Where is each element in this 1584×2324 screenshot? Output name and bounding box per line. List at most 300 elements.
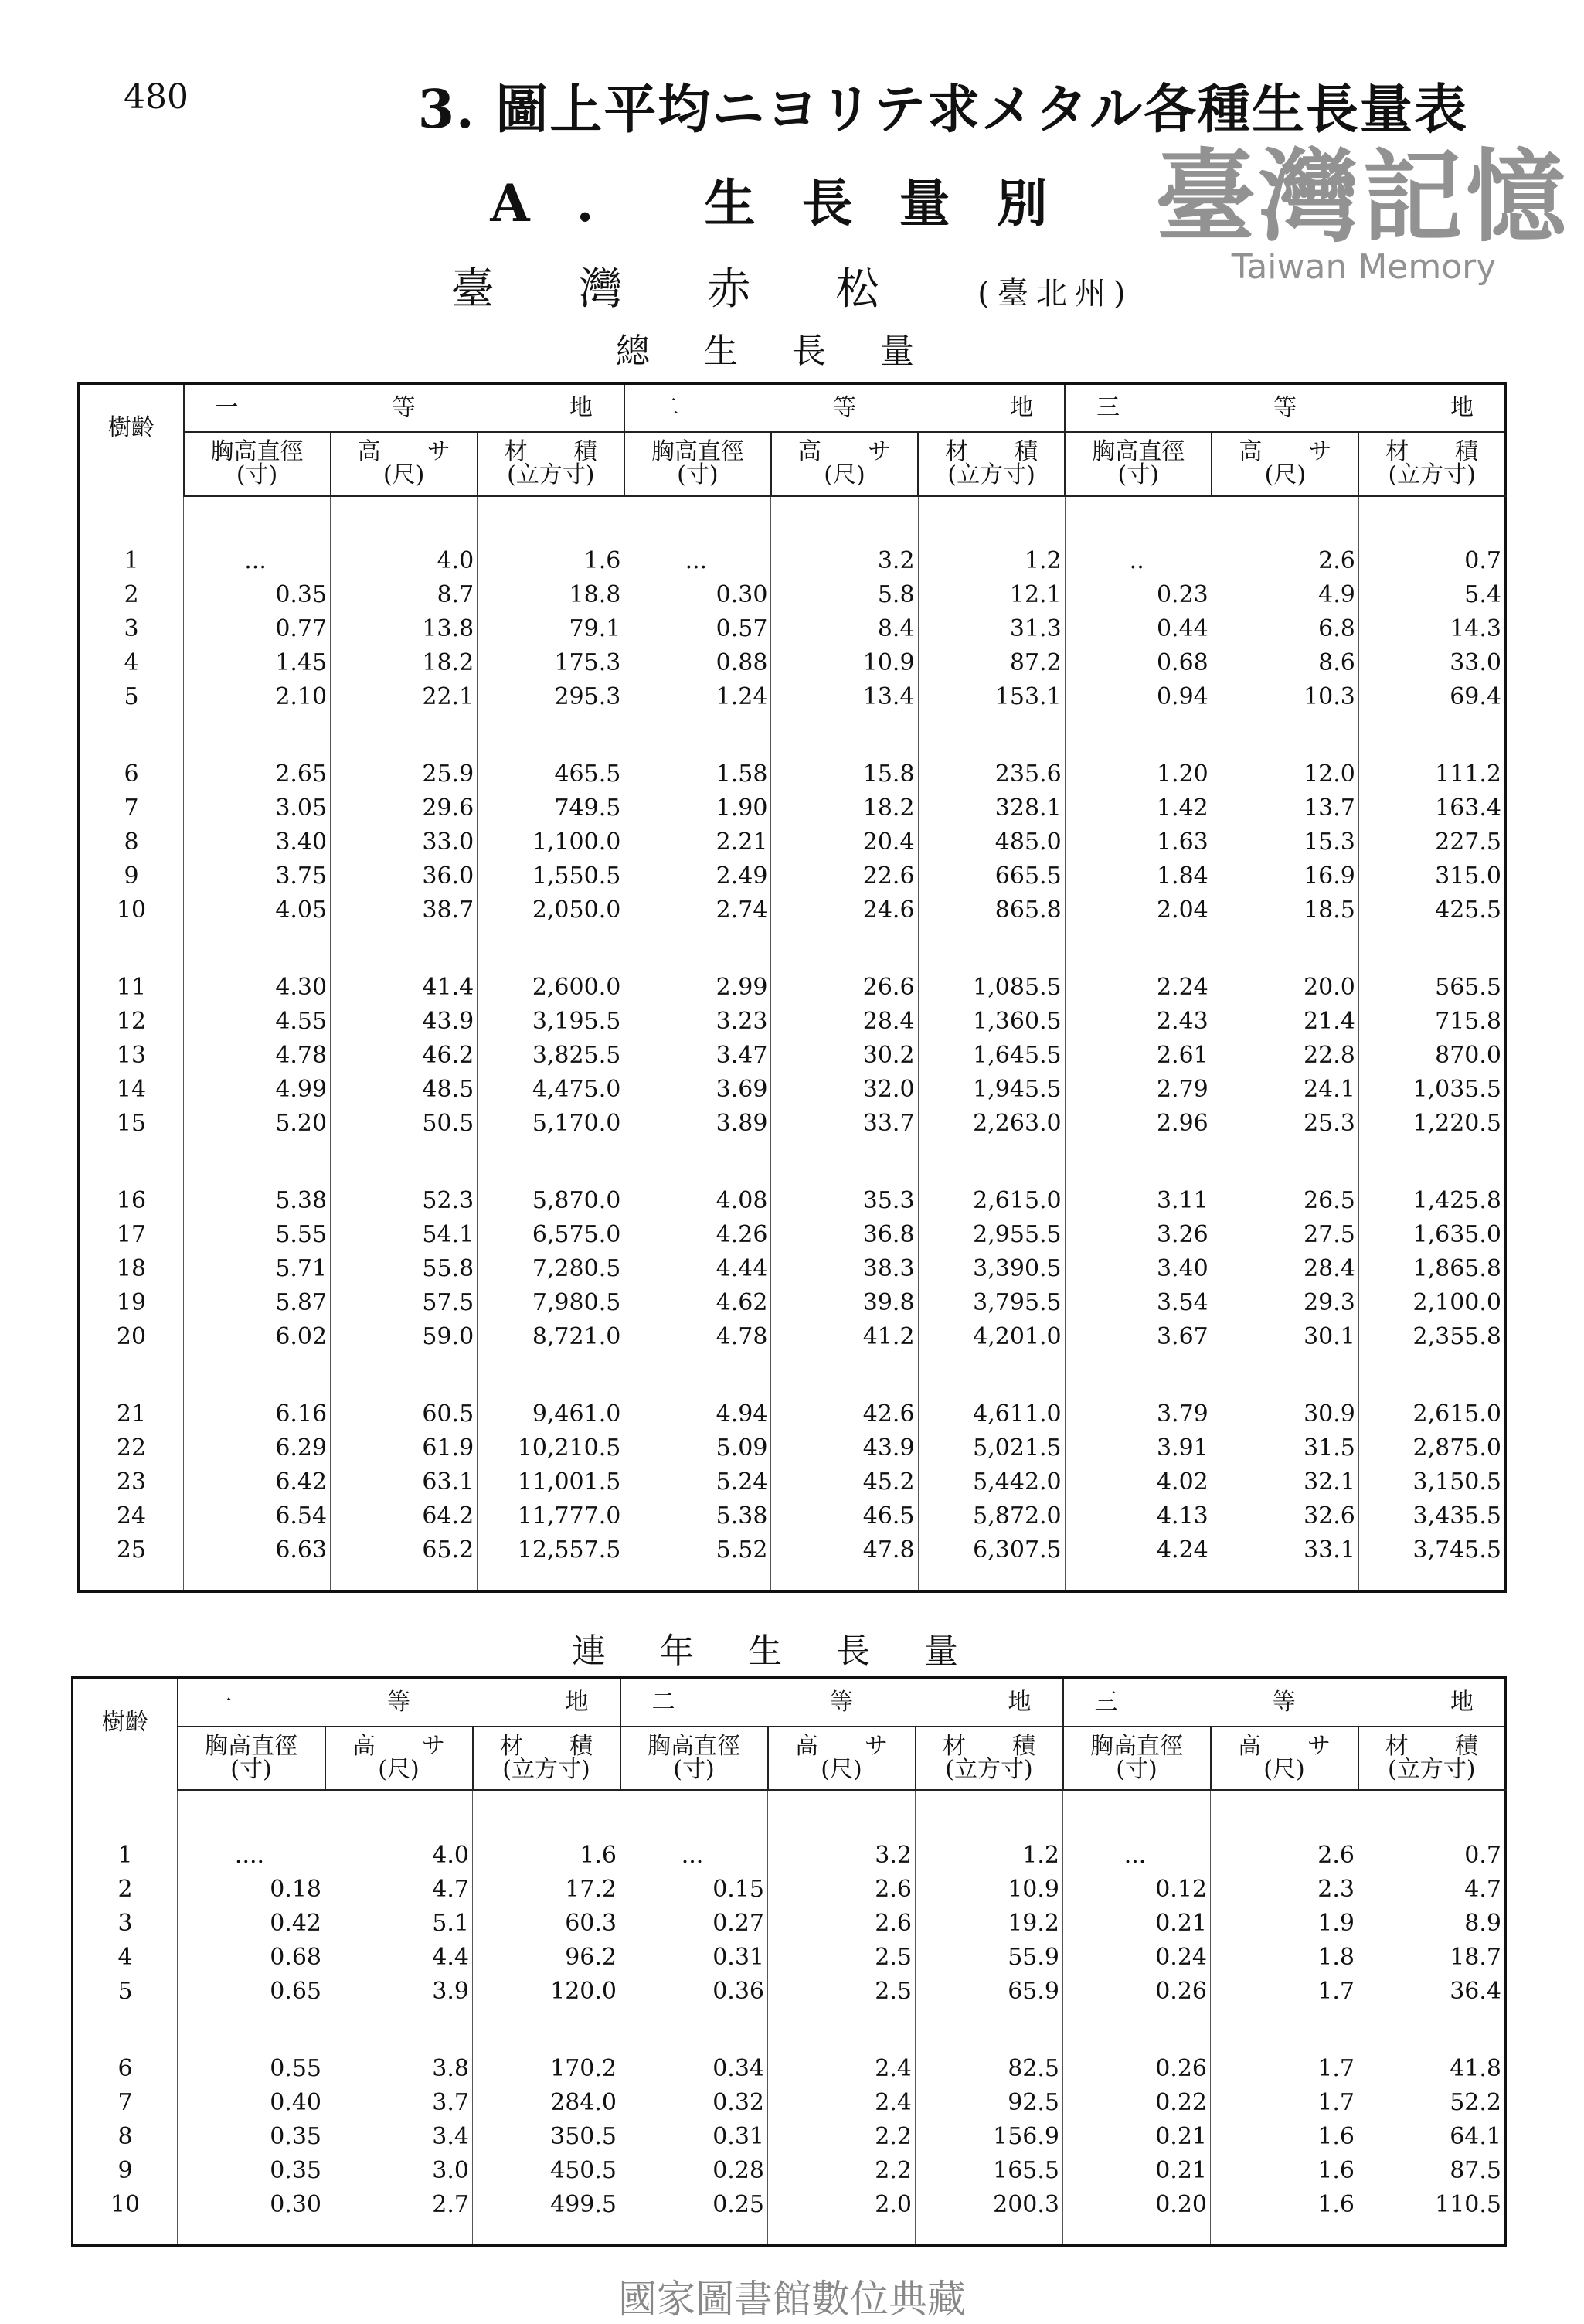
grade-header-char: 地 bbox=[1008, 1689, 1032, 1716]
value-cell: 41.4 bbox=[331, 970, 478, 1004]
value-cell: 499.5 bbox=[473, 2187, 620, 2221]
value-cell: 715.8 bbox=[1358, 1004, 1505, 1038]
value-cell: 13.7 bbox=[1212, 791, 1358, 825]
value-cell: 63.1 bbox=[331, 1465, 478, 1499]
value-cell: 5.55 bbox=[184, 1217, 331, 1251]
value-cell: 5.38 bbox=[624, 1499, 771, 1533]
value-cell: 1,645.5 bbox=[918, 1038, 1065, 1072]
value-cell: 60.3 bbox=[473, 1906, 620, 1940]
value-cell: 4,475.0 bbox=[478, 1072, 624, 1106]
value-cell: 41.2 bbox=[771, 1319, 918, 1353]
value-cell: 59.0 bbox=[331, 1319, 478, 1353]
value-cell: 3.69 bbox=[624, 1072, 771, 1106]
value-cell: 153.1 bbox=[918, 679, 1065, 713]
table-row bbox=[79, 1004, 1506, 1038]
value-cell: 4,201.0 bbox=[918, 1319, 1065, 1353]
age-cell: 1 bbox=[124, 546, 139, 574]
column-header-label: 高 サ bbox=[352, 1733, 445, 1760]
column-header-label: 胸高直徑 bbox=[1090, 1733, 1183, 1760]
value-cell: 16.9 bbox=[1212, 859, 1358, 893]
column-header bbox=[916, 1727, 1063, 1791]
value-cell: 25.3 bbox=[1212, 1106, 1358, 1140]
age-cell: 17 bbox=[116, 1220, 147, 1248]
value-cell: 48.5 bbox=[331, 1072, 478, 1106]
table-row bbox=[73, 1906, 1506, 1940]
value-cell: 21.4 bbox=[1212, 1004, 1358, 1038]
value-cell: 5,170.0 bbox=[478, 1106, 624, 1140]
value-cell: 165.5 bbox=[916, 2153, 1063, 2187]
column-header-unit: (立方寸) bbox=[1388, 1756, 1476, 1783]
value-cell: 0.68 bbox=[1065, 645, 1212, 679]
age-cell: 23 bbox=[116, 1468, 147, 1495]
value-cell: 0.24 bbox=[1063, 1940, 1211, 1974]
age-cell: 2 bbox=[117, 1875, 133, 1903]
age-cell: 13 bbox=[116, 1041, 147, 1069]
table-caption-total-growth: 總生長量 bbox=[616, 332, 968, 371]
table-row bbox=[79, 1397, 1506, 1431]
value-cell: 30.9 bbox=[1212, 1397, 1358, 1431]
age-cell: 3 bbox=[124, 614, 139, 642]
value-cell: 3,745.5 bbox=[1358, 1533, 1505, 1567]
value-cell: 4.02 bbox=[1065, 1465, 1212, 1499]
value-cell: 2.65 bbox=[184, 757, 331, 791]
value-cell: 6.16 bbox=[184, 1397, 331, 1431]
value-cell: 33.7 bbox=[771, 1106, 918, 1140]
value-cell: 10.3 bbox=[1212, 679, 1358, 713]
column-header-label: 高 サ bbox=[357, 438, 450, 465]
value-cell: 3,390.5 bbox=[918, 1251, 1065, 1285]
value-cell: 110.5 bbox=[1358, 2187, 1506, 2221]
grade-header bbox=[178, 1678, 620, 1727]
column-header bbox=[1212, 432, 1358, 496]
value-cell: 5.1 bbox=[325, 1906, 473, 1940]
column-header bbox=[768, 1727, 916, 1791]
column-header-unit: (立方寸) bbox=[947, 461, 1035, 488]
value-cell: 0.15 bbox=[620, 1872, 768, 1906]
value-cell: 36.0 bbox=[331, 859, 478, 893]
value-cell: 22.1 bbox=[331, 679, 478, 713]
value-cell: 120.0 bbox=[473, 1974, 620, 2008]
value-cell: 175.3 bbox=[478, 645, 624, 679]
value-cell: 12,557.5 bbox=[478, 1533, 624, 1567]
value-cell: 64.2 bbox=[331, 1499, 478, 1533]
value-cell: 20.4 bbox=[771, 825, 918, 859]
value-cell: 5.4 bbox=[1358, 577, 1505, 611]
species-name: 臺灣赤松 bbox=[450, 264, 964, 315]
age-header: 樹齡 bbox=[101, 1709, 148, 1736]
value-cell: 2.99 bbox=[624, 970, 771, 1004]
page-title: 3. 圖上平均ニヨリテ求メタル各種生長量表 bbox=[417, 79, 1468, 141]
value-cell: 28.4 bbox=[771, 1004, 918, 1038]
value-cell: 2.79 bbox=[1065, 1072, 1212, 1106]
value-cell: 4.9 bbox=[1212, 577, 1358, 611]
grade-header-char: 等 bbox=[392, 394, 416, 421]
table-row bbox=[79, 1285, 1506, 1319]
value-cell: 0.20 bbox=[1063, 2187, 1211, 2221]
grade-header-char: 二 bbox=[655, 394, 679, 421]
value-cell: 870.0 bbox=[1358, 1038, 1505, 1072]
column-header-unit: (寸) bbox=[1116, 1756, 1157, 1783]
value-cell: 54.1 bbox=[331, 1217, 478, 1251]
value-cell: 6.29 bbox=[184, 1431, 331, 1465]
value-cell: 4.44 bbox=[624, 1251, 771, 1285]
value-cell: 3.4 bbox=[325, 2119, 473, 2153]
value-cell: 25.9 bbox=[331, 757, 478, 791]
value-cell: 6.63 bbox=[184, 1533, 331, 1567]
value-cell: 665.5 bbox=[918, 859, 1065, 893]
value-cell: 5,870.0 bbox=[478, 1183, 624, 1217]
value-cell: 2,050.0 bbox=[478, 893, 624, 927]
age-cell: 8 bbox=[124, 828, 139, 856]
value-cell: 1,550.5 bbox=[478, 859, 624, 893]
value-cell: 425.5 bbox=[1358, 893, 1505, 927]
value-cell: 3,195.5 bbox=[478, 1004, 624, 1038]
value-cell: 2,615.0 bbox=[918, 1183, 1065, 1217]
value-cell: 45.2 bbox=[771, 1465, 918, 1499]
value-cell: 0.57 bbox=[624, 611, 771, 645]
value-cell: 10,210.5 bbox=[478, 1431, 624, 1465]
value-cell: 30.2 bbox=[771, 1038, 918, 1072]
value-cell: 170.2 bbox=[473, 2051, 620, 2085]
value-cell: 6.54 bbox=[184, 1499, 331, 1533]
column-header-label: 高 サ bbox=[797, 438, 891, 465]
value-cell: 82.5 bbox=[916, 2051, 1063, 2085]
grade-header-char: 地 bbox=[1450, 1689, 1474, 1716]
value-cell: 3.47 bbox=[624, 1038, 771, 1072]
value-cell: 0.35 bbox=[184, 577, 331, 611]
value-cell: 36.4 bbox=[1358, 1974, 1506, 2008]
value-cell: 3.40 bbox=[1065, 1251, 1212, 1285]
value-cell: 1.84 bbox=[1065, 859, 1212, 893]
value-cell: 4.0 bbox=[325, 1838, 473, 1872]
value-cell: 2.04 bbox=[1065, 893, 1212, 927]
value-cell: 111.2 bbox=[1358, 757, 1505, 791]
value-cell: 0.94 bbox=[1065, 679, 1212, 713]
value-cell: 3.9 bbox=[325, 1974, 473, 2008]
table-row bbox=[79, 1106, 1506, 1140]
value-cell: 32.1 bbox=[1212, 1465, 1358, 1499]
value-cell: 38.7 bbox=[331, 893, 478, 927]
value-cell: 65.9 bbox=[916, 1974, 1063, 2008]
column-header bbox=[918, 432, 1065, 496]
value-cell: 41.8 bbox=[1358, 2051, 1506, 2085]
value-cell: 96.2 bbox=[473, 1940, 620, 1974]
value-cell: 4.99 bbox=[184, 1072, 331, 1106]
table-row bbox=[79, 1431, 1506, 1465]
table-row bbox=[79, 859, 1506, 893]
column-header bbox=[620, 1727, 768, 1791]
value-cell: 5.71 bbox=[184, 1251, 331, 1285]
value-cell: 61.9 bbox=[331, 1431, 478, 1465]
column-header-unit: (寸) bbox=[230, 1756, 272, 1783]
value-cell: 3.40 bbox=[184, 825, 331, 859]
grade-header-char: 地 bbox=[1010, 394, 1034, 421]
column-header bbox=[325, 1727, 473, 1791]
value-cell: 3.2 bbox=[771, 543, 918, 577]
column-header-unit: (立方寸) bbox=[507, 461, 595, 488]
value-cell: 4.62 bbox=[624, 1285, 771, 1319]
grade-header-char: 一 bbox=[209, 1689, 233, 1716]
value-cell: 11,777.0 bbox=[478, 1499, 624, 1533]
value-cell: 4.4 bbox=[325, 1940, 473, 1974]
value-cell: 0.26 bbox=[1063, 1974, 1211, 2008]
value-cell: 2.43 bbox=[1065, 1004, 1212, 1038]
value-cell: 0.32 bbox=[620, 2085, 768, 2119]
value-cell: 57.5 bbox=[331, 1285, 478, 1319]
grade-header bbox=[184, 383, 624, 432]
value-cell: 5.20 bbox=[184, 1106, 331, 1140]
table-row bbox=[79, 1465, 1506, 1499]
column-header bbox=[473, 1727, 620, 1791]
age-cell: 22 bbox=[116, 1434, 147, 1461]
table-row bbox=[79, 645, 1506, 679]
value-cell: 2,100.0 bbox=[1358, 1285, 1505, 1319]
value-cell: 2.6 bbox=[768, 1872, 916, 1906]
column-header-label: 材 積 bbox=[500, 1733, 593, 1760]
species-region: (臺北州) bbox=[977, 276, 1134, 311]
value-cell: 1,100.0 bbox=[478, 825, 624, 859]
value-cell: 5,872.0 bbox=[918, 1499, 1065, 1533]
column-header-label: 胸高直徑 bbox=[1092, 438, 1185, 465]
value-cell: 2.21 bbox=[624, 825, 771, 859]
value-cell: 0.35 bbox=[178, 2153, 325, 2187]
value-cell: 5.52 bbox=[624, 1533, 771, 1567]
value-cell: 2,263.0 bbox=[918, 1106, 1065, 1140]
value-cell: 227.5 bbox=[1358, 825, 1505, 859]
grade-header-char: 地 bbox=[1450, 394, 1474, 421]
column-header-unit: (尺) bbox=[1263, 1756, 1305, 1783]
value-cell: 9,461.0 bbox=[478, 1397, 624, 1431]
value-cell: 2.49 bbox=[624, 859, 771, 893]
age-cell: 6 bbox=[124, 760, 139, 788]
value-cell: 19.2 bbox=[916, 1906, 1063, 1940]
value-cell: 2,600.0 bbox=[478, 970, 624, 1004]
value-cell: 65.2 bbox=[331, 1533, 478, 1567]
value-cell: 1,085.5 bbox=[918, 970, 1065, 1004]
age-cell: 18 bbox=[116, 1254, 147, 1282]
value-cell: 350.5 bbox=[473, 2119, 620, 2153]
value-cell: 7,280.5 bbox=[478, 1251, 624, 1285]
value-cell: 235.6 bbox=[918, 757, 1065, 791]
value-cell: ... bbox=[624, 543, 771, 577]
value-cell: 0.21 bbox=[1063, 2153, 1211, 2187]
value-cell: 92.5 bbox=[916, 2085, 1063, 2119]
value-cell: 39.8 bbox=[771, 1285, 918, 1319]
value-cell: 6,575.0 bbox=[478, 1217, 624, 1251]
value-cell: 26.6 bbox=[771, 970, 918, 1004]
section-title-text: A. 生長量別 bbox=[490, 173, 1094, 233]
column-header-unit: (寸) bbox=[1117, 461, 1159, 488]
value-cell: 2,355.8 bbox=[1358, 1319, 1505, 1353]
age-cell: 24 bbox=[116, 1502, 147, 1529]
value-cell: 0.88 bbox=[624, 645, 771, 679]
table-row bbox=[79, 1072, 1506, 1106]
column-header-label: 胸高直徑 bbox=[651, 438, 744, 465]
value-cell: 50.5 bbox=[331, 1106, 478, 1140]
value-cell: 3.23 bbox=[624, 1004, 771, 1038]
value-cell: 3.75 bbox=[184, 859, 331, 893]
value-cell: 36.8 bbox=[771, 1217, 918, 1251]
value-cell: 2.0 bbox=[768, 2187, 916, 2221]
value-cell: 0.26 bbox=[1063, 2051, 1211, 2085]
value-cell: 5.87 bbox=[184, 1285, 331, 1319]
value-cell: 2.10 bbox=[184, 679, 331, 713]
value-cell: 2.74 bbox=[624, 893, 771, 927]
table-row bbox=[79, 543, 1506, 577]
value-cell: 1,425.8 bbox=[1358, 1183, 1505, 1217]
age-cell: 10 bbox=[110, 2190, 141, 2218]
value-cell: 18.2 bbox=[331, 645, 478, 679]
column-header-unit: (寸) bbox=[673, 1756, 715, 1783]
value-cell: 4.13 bbox=[1065, 1499, 1212, 1533]
value-cell: 0.30 bbox=[624, 577, 771, 611]
value-cell: 0.77 bbox=[184, 611, 331, 645]
value-cell: 42.6 bbox=[771, 1397, 918, 1431]
value-cell: 24.1 bbox=[1212, 1072, 1358, 1106]
column-header-unit: (立方寸) bbox=[1388, 461, 1476, 488]
grade-header-char: 等 bbox=[830, 1689, 853, 1716]
table-row bbox=[79, 1251, 1506, 1285]
age-cell: 20 bbox=[116, 1322, 147, 1350]
value-cell: 0.68 bbox=[178, 1940, 325, 1974]
value-cell: 6.02 bbox=[184, 1319, 331, 1353]
column-header-unit: (尺) bbox=[1264, 461, 1307, 488]
value-cell: 7,980.5 bbox=[478, 1285, 624, 1319]
table-row bbox=[79, 757, 1506, 791]
value-cell: 14.3 bbox=[1358, 611, 1505, 645]
value-cell: 10.9 bbox=[916, 1872, 1063, 1906]
value-cell: 4.78 bbox=[624, 1319, 771, 1353]
value-cell: 163.4 bbox=[1358, 791, 1505, 825]
column-header bbox=[178, 1727, 325, 1791]
value-cell: 0.28 bbox=[620, 2153, 768, 2187]
value-cell: 2,955.5 bbox=[918, 1217, 1065, 1251]
value-cell: 6.42 bbox=[184, 1465, 331, 1499]
column-header bbox=[624, 432, 771, 496]
value-cell: 865.8 bbox=[918, 893, 1065, 927]
column-header bbox=[1065, 432, 1212, 496]
value-cell: 31.5 bbox=[1212, 1431, 1358, 1465]
footer-credit: 國家圖書館數位典藏 bbox=[618, 2277, 966, 2322]
age-cell: 15 bbox=[116, 1109, 147, 1137]
age-cell: 3 bbox=[117, 1909, 133, 1937]
value-cell: 2.4 bbox=[768, 2085, 916, 2119]
value-cell: 5,442.0 bbox=[918, 1465, 1065, 1499]
value-cell: 5.09 bbox=[624, 1431, 771, 1465]
value-cell: 749.5 bbox=[478, 791, 624, 825]
age-cell: 5 bbox=[124, 682, 139, 710]
value-cell: 200.3 bbox=[916, 2187, 1063, 2221]
grade-header-char: 等 bbox=[387, 1689, 410, 1716]
grade-header-char: 等 bbox=[832, 394, 856, 421]
value-cell: 2.6 bbox=[1212, 543, 1358, 577]
value-cell: 0.31 bbox=[620, 1940, 768, 1974]
value-cell: 64.1 bbox=[1358, 2119, 1506, 2153]
value-cell: 284.0 bbox=[473, 2085, 620, 2119]
table-row bbox=[79, 1499, 1506, 1533]
value-cell: 43.9 bbox=[771, 1431, 918, 1465]
value-cell: 1.58 bbox=[624, 757, 771, 791]
value-cell: 12.0 bbox=[1212, 757, 1358, 791]
value-cell: 0.22 bbox=[1063, 2085, 1211, 2119]
value-cell: 0.12 bbox=[1063, 1872, 1211, 1906]
value-cell: 1.2 bbox=[916, 1838, 1063, 1872]
annual-growth-table bbox=[71, 1676, 1507, 2247]
value-cell: 2.2 bbox=[768, 2153, 916, 2187]
value-cell: 0.40 bbox=[178, 2085, 325, 2119]
column-header-label: 胸高直徑 bbox=[205, 1733, 297, 1760]
age-cell: 25 bbox=[116, 1536, 147, 1564]
value-cell: 3,435.5 bbox=[1358, 1499, 1505, 1533]
value-cell: 2,615.0 bbox=[1358, 1397, 1505, 1431]
value-cell: 6,307.5 bbox=[918, 1533, 1065, 1567]
value-cell: 5.8 bbox=[771, 577, 918, 611]
watermark-zh: 臺灣記憶 bbox=[1155, 138, 1570, 256]
value-cell: 29.3 bbox=[1212, 1285, 1358, 1319]
age-cell: 16 bbox=[116, 1186, 147, 1214]
grade-header-char: 三 bbox=[1096, 394, 1120, 421]
value-cell: 18.2 bbox=[771, 791, 918, 825]
table-row bbox=[79, 1319, 1506, 1353]
value-cell: 450.5 bbox=[473, 2153, 620, 2187]
value-cell: 3.26 bbox=[1065, 1217, 1212, 1251]
value-cell: 55.9 bbox=[916, 1940, 1063, 1974]
value-cell: 3,795.5 bbox=[918, 1285, 1065, 1319]
value-cell: 0.21 bbox=[1063, 2119, 1211, 2153]
value-cell: 52.3 bbox=[331, 1183, 478, 1217]
value-cell: 10.9 bbox=[771, 645, 918, 679]
value-cell: 1.6 bbox=[1211, 2119, 1358, 2153]
value-cell: 3.67 bbox=[1065, 1319, 1212, 1353]
table-row bbox=[79, 1183, 1506, 1217]
value-cell: 1,035.5 bbox=[1358, 1072, 1505, 1106]
column-header-label: 材 積 bbox=[1385, 1733, 1478, 1760]
value-cell: 33.0 bbox=[1358, 645, 1505, 679]
value-cell: 8.7 bbox=[331, 577, 478, 611]
column-header-label: 高 サ bbox=[1238, 1733, 1331, 1760]
value-cell: 3.54 bbox=[1065, 1285, 1212, 1319]
value-cell: 11,001.5 bbox=[478, 1465, 624, 1499]
value-cell: 22.6 bbox=[771, 859, 918, 893]
value-cell: 0.23 bbox=[1065, 577, 1212, 611]
value-cell: 2.7 bbox=[325, 2187, 473, 2221]
value-cell: 24.6 bbox=[771, 893, 918, 927]
value-cell: 38.3 bbox=[771, 1251, 918, 1285]
value-cell: 2.5 bbox=[768, 1940, 916, 1974]
value-cell: 2.6 bbox=[768, 1906, 916, 1940]
value-cell: 46.2 bbox=[331, 1038, 478, 1072]
grade-header-char: 三 bbox=[1094, 1689, 1118, 1716]
table-row bbox=[79, 825, 1506, 859]
value-cell: 32.0 bbox=[771, 1072, 918, 1106]
grade-header-char: 地 bbox=[569, 394, 593, 421]
value-cell: 2.61 bbox=[1065, 1038, 1212, 1072]
age-cell: 4 bbox=[117, 1943, 133, 1971]
value-cell: 4.0 bbox=[331, 543, 478, 577]
value-cell: 0.27 bbox=[620, 1906, 768, 1940]
value-cell: 4.05 bbox=[184, 893, 331, 927]
value-cell: 1.7 bbox=[1211, 2085, 1358, 2119]
value-cell: 0.55 bbox=[178, 2051, 325, 2085]
table-row bbox=[79, 893, 1506, 927]
grade-header bbox=[1063, 1678, 1506, 1727]
total-growth-table bbox=[77, 382, 1507, 1593]
value-cell: 5.38 bbox=[184, 1183, 331, 1217]
column-header-unit: (立方寸) bbox=[502, 1756, 590, 1783]
value-cell: 55.8 bbox=[331, 1251, 478, 1285]
value-cell: .. bbox=[1065, 543, 1212, 577]
value-cell: 465.5 bbox=[478, 757, 624, 791]
